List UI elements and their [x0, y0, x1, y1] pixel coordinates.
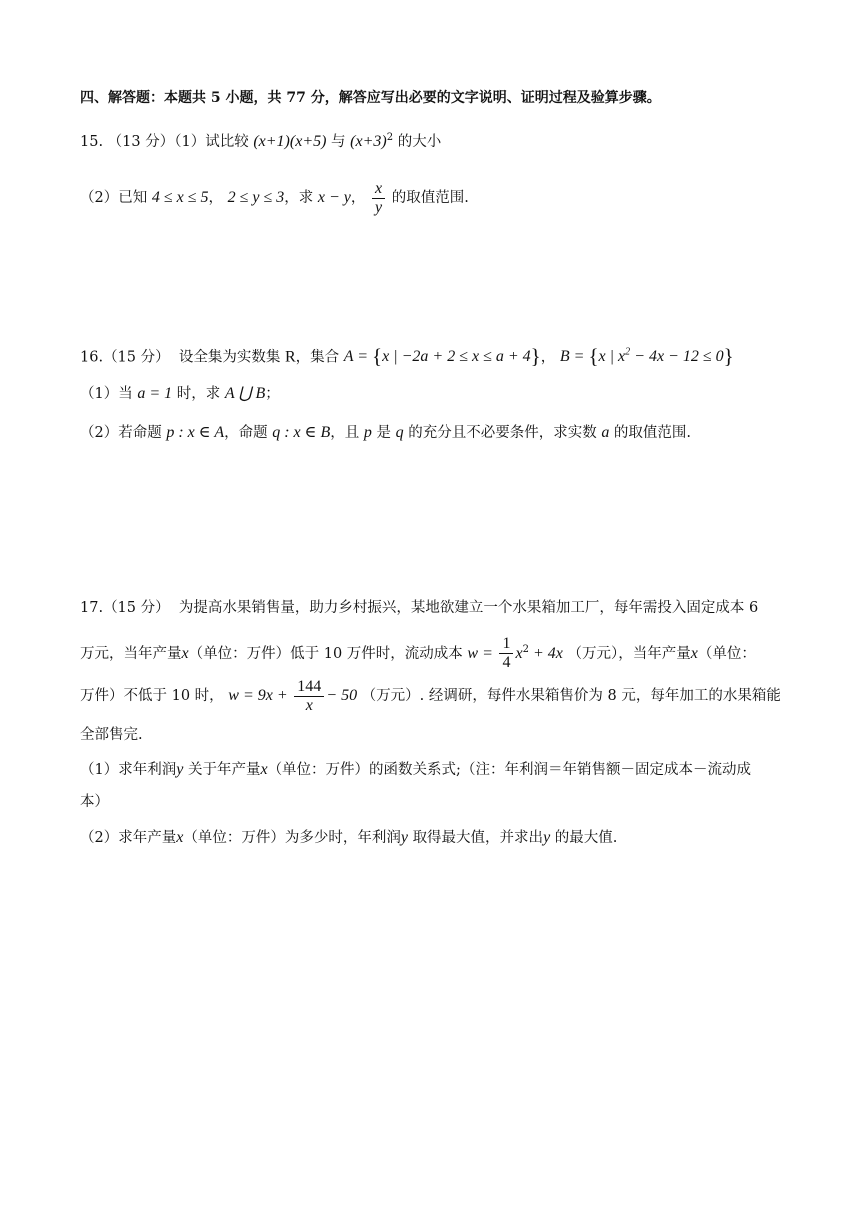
q17-fraction-2 [294, 678, 324, 715]
q16-number: 16. [80, 349, 104, 366]
q16-real-set: R [284, 348, 296, 366]
q16-setB-body-a: x | x [598, 348, 626, 366]
q17-frac1-num: 1 [499, 635, 513, 654]
q17-l3-a: 万件）不低于 10 时， [80, 688, 224, 704]
q17-p1-x: x [260, 761, 268, 778]
section-header: 四、解答题：本题共 5 小题，共 77 分，解答应写出必要的文字说明、证明过程及验算步骤。 [80, 90, 661, 106]
q16-p2-f: 的取值范围. [613, 425, 692, 441]
q17-p1-a: （1）求年利润 [80, 762, 177, 778]
q15-expr: x − y [317, 189, 351, 206]
q17-line2 [80, 630, 756, 674]
q15-p1-suffix: 的大小 [397, 133, 442, 150]
q15-p1-prefix: （1）试比较 [174, 133, 249, 150]
q17-line4: 全部售完. [80, 727, 143, 743]
q17-l2-w: w = [467, 644, 493, 662]
q17-l2-d: （单位： [697, 645, 756, 662]
q17-number: 17. [80, 600, 104, 616]
q17-l2-x3: x [690, 644, 698, 662]
q15-sep2: ，求 [284, 190, 314, 206]
q17-part2 [80, 828, 617, 848]
q16-p2-e: 的充分且不必要条件，求实数 [408, 425, 597, 441]
q16-intro-a: 设全集为实数集 [178, 349, 281, 366]
q17-part1 [80, 760, 751, 780]
q15-cond1: 4 ≤ x ≤ 5 [151, 189, 209, 206]
q17-l2-a: 万元，当年产量 [80, 645, 182, 662]
q16-q: q [395, 424, 404, 441]
q15-score: （13 分） [107, 133, 175, 150]
q16-p2-b: ，命题 [224, 425, 268, 441]
q17-frac1-den: 4 [502, 654, 511, 672]
q16-p2-c: ，且 [330, 425, 360, 441]
q17-p1-c: （单位：万件）的函数关系式;（注：年利润＝年销售额－固定成本－流动成 [267, 762, 751, 778]
q17-l2-exp: 2 [522, 644, 529, 655]
q16-part2 [80, 423, 691, 443]
q15-part1 [80, 128, 441, 152]
q15-cond2: 2 ≤ y ≤ 3 [227, 189, 285, 206]
q16-setB: B = {x | $x^2 - 4x - 12 \le 0$} [559, 344, 734, 369]
q16-proposition-q: q : x ∈ B [272, 424, 331, 441]
q17-l2-x: x [181, 644, 189, 662]
q16-p2-a: （2）若命题 [80, 425, 162, 441]
q17-l2-c: （万元），当年产量 [567, 645, 691, 662]
q15-exponent: 2 [386, 132, 394, 143]
q17-p2-y2: y [543, 829, 551, 846]
q16-setA: A = {x | −2a + 2 ≤ x ≤ a + 4} [343, 344, 541, 369]
q17-fraction-1 [499, 635, 513, 672]
q16-p1-cond: a = 1 [137, 385, 173, 402]
q17-l2-x2: x [515, 644, 523, 662]
q17-p2-x: x [176, 829, 184, 846]
q17-p2-y: y [400, 829, 408, 846]
q15-expr-b: (x+3) [350, 132, 387, 150]
q16-p: p [363, 424, 372, 441]
q16-p2-d: 是 [376, 425, 391, 441]
q17-p1-b: 关于年产量 [187, 762, 261, 778]
q17-p1-y: y [176, 761, 184, 778]
q17-l3-w: w = 9x + [228, 687, 288, 704]
q17-l2-rest: + 4x [528, 644, 563, 662]
q17-p2-b: （单位：万件）为多少时，年利润 [183, 830, 401, 846]
q17-l2-b: （单位：万件）低于 10 万件时，流动成本 [188, 645, 463, 662]
q17-line1 [80, 598, 758, 618]
q15-p2-prefix: （2）已知 [80, 190, 148, 206]
q15-frac-num: x [372, 180, 385, 199]
q17-p2-a: （2）求年产量 [80, 830, 177, 846]
q15-p1-mid: 与 [331, 133, 346, 150]
q15-expr-a: (x+1)(x+5) [253, 132, 327, 150]
q16-intro-c: ， [540, 349, 556, 366]
q16-setB-exp: 2 [625, 347, 631, 358]
q16-score: （15 分） [103, 349, 170, 366]
q16-p1-a: （1）当 [80, 386, 133, 402]
q15-p2-suffix: 的取值范围. [391, 190, 469, 206]
q16-setA-name: A [343, 348, 354, 366]
q17-frac2-num: 144 [294, 678, 324, 697]
q16-p1-c: ； [265, 386, 280, 402]
q16-intro-b: ，集合 [295, 349, 340, 366]
q17-p2-c: 取得最大值，并求出 [412, 830, 544, 846]
q16-a: a [601, 424, 610, 441]
q16-stem [80, 343, 734, 367]
q17-line3 [80, 676, 781, 716]
q17-l3-b: （万元）. 经调研，每件水果箱售价为 8 元，每年加工的水果箱能 [361, 688, 781, 704]
q16-p1-expr: A ⋃ B [224, 385, 266, 402]
q17-frac2-den: x [305, 696, 313, 714]
q16-proposition-p: p : x ∈ A [166, 424, 225, 441]
q15-frac-den: y [375, 198, 383, 216]
q15-number: 15. [80, 133, 104, 150]
q17-score: （15 分） [103, 600, 170, 616]
q15-sep1: ， [208, 190, 224, 206]
q17-text-1: 为提高水果销售量，助力乡村振兴，某地欲建立一个水果箱加工厂，每年需投入固定成本 6 [178, 600, 759, 616]
q17-part1-cont: 本） [80, 794, 109, 810]
q16-setB-body-b: − 4x − 12 ≤ 0 [630, 348, 724, 366]
q15-part2 [80, 178, 469, 218]
q16-setB-name: B [559, 348, 570, 366]
q15-sep3: ， [350, 190, 366, 206]
q16-p1-b: 时，求 [176, 386, 221, 402]
q17-p2-d: 的最大值. [554, 830, 618, 846]
q15-fraction [372, 180, 385, 217]
q16-setA-body: x | −2a + 2 ≤ x ≤ a + 4 [382, 348, 531, 366]
q16-part1 [80, 384, 280, 404]
q17-l3-rest: − 50 [326, 687, 358, 704]
